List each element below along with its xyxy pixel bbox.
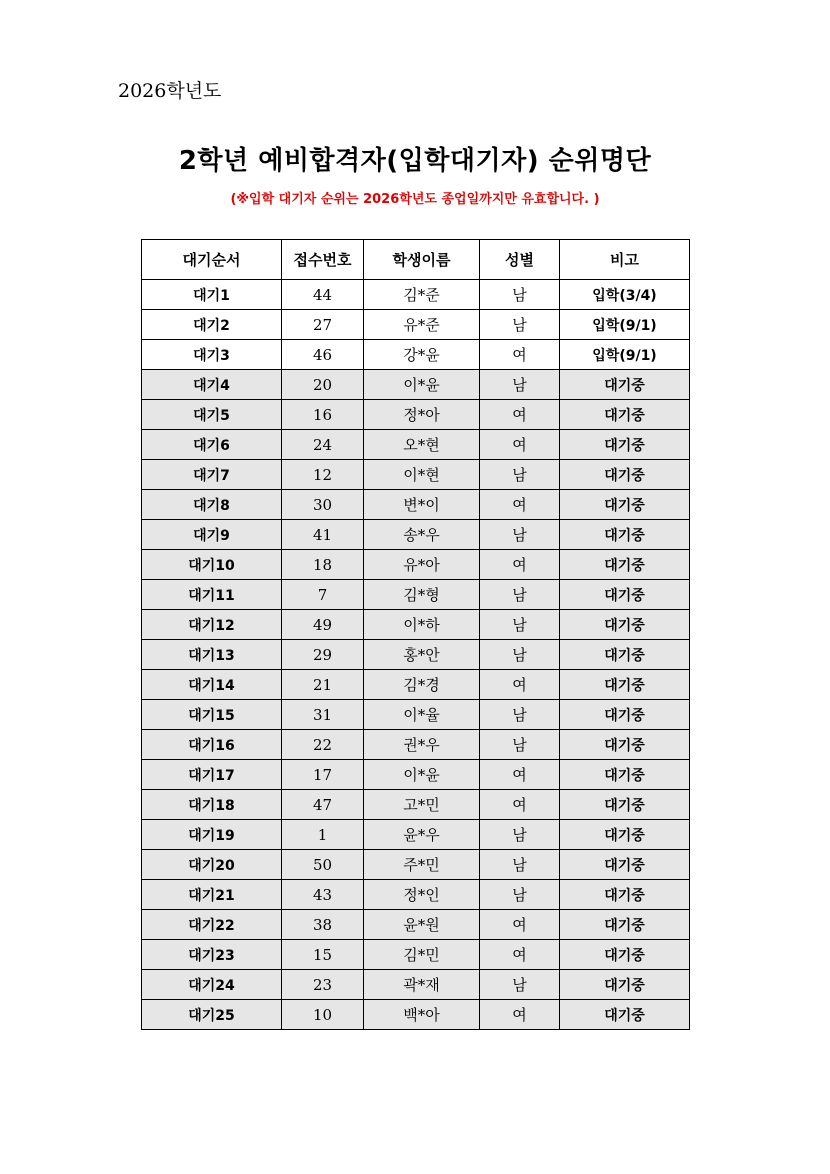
table-row bbox=[142, 370, 690, 400]
number-cell: 15 bbox=[282, 940, 364, 970]
rank-cell: 대기15 bbox=[142, 700, 282, 730]
rank-cell: 대기17 bbox=[142, 760, 282, 790]
rank-cell: 대기23 bbox=[142, 940, 282, 970]
number-cell: 23 bbox=[282, 970, 364, 1000]
student-name-cell: 정*인 bbox=[364, 880, 480, 910]
student-name-cell: 권*우 bbox=[364, 730, 480, 760]
rank-cell: 대기6 bbox=[142, 430, 282, 460]
remarks-cell: 입학(9/1) bbox=[560, 340, 690, 370]
student-name-cell: 김*경 bbox=[364, 670, 480, 700]
gender-cell: 여 bbox=[480, 550, 560, 580]
remarks-cell: 대기중 bbox=[560, 610, 690, 640]
student-name-cell: 유*준 bbox=[364, 310, 480, 340]
remarks-cell: 대기중 bbox=[560, 550, 690, 580]
student-name-cell: 윤*우 bbox=[364, 820, 480, 850]
number-cell: 20 bbox=[282, 370, 364, 400]
table-row bbox=[142, 850, 690, 880]
remarks-cell: 대기중 bbox=[560, 430, 690, 460]
remarks-cell: 대기중 bbox=[560, 460, 690, 490]
table-header-row bbox=[142, 240, 690, 280]
table-row bbox=[142, 580, 690, 610]
student-name-cell: 백*아 bbox=[364, 1000, 480, 1030]
gender-cell: 남 bbox=[480, 610, 560, 640]
gender-cell: 여 bbox=[480, 430, 560, 460]
table-row bbox=[142, 550, 690, 580]
gender-cell: 여 bbox=[480, 760, 560, 790]
student-name-cell: 오*현 bbox=[364, 430, 480, 460]
rank-cell: 대기8 bbox=[142, 490, 282, 520]
number-cell: 30 bbox=[282, 490, 364, 520]
remarks-cell: 대기중 bbox=[560, 820, 690, 850]
remarks-cell: 대기중 bbox=[560, 700, 690, 730]
student-name-cell: 김*민 bbox=[364, 940, 480, 970]
number-cell: 10 bbox=[282, 1000, 364, 1030]
remarks-cell: 대기중 bbox=[560, 640, 690, 670]
validity-note: (※입학 대기자 순위는 2026학년도 종업일까지만 유효합니다. ) bbox=[230, 192, 600, 207]
student-name-cell: 홍*안 bbox=[364, 640, 480, 670]
number-cell: 18 bbox=[282, 550, 364, 580]
rank-cell: 대기24 bbox=[142, 970, 282, 1000]
gender-cell: 남 bbox=[480, 310, 560, 340]
number-cell: 16 bbox=[282, 400, 364, 430]
student-name-cell: 이*윤 bbox=[364, 370, 480, 400]
remarks-cell: 대기중 bbox=[560, 790, 690, 820]
gender-cell: 남 bbox=[480, 640, 560, 670]
table-row bbox=[142, 880, 690, 910]
number-cell: 38 bbox=[282, 910, 364, 940]
number-cell: 49 bbox=[282, 610, 364, 640]
column-header-gender: 성별 bbox=[480, 240, 560, 280]
rank-cell: 대기2 bbox=[142, 310, 282, 340]
table-row bbox=[142, 490, 690, 520]
remarks-cell: 대기중 bbox=[560, 730, 690, 760]
number-cell: 44 bbox=[282, 280, 364, 310]
rank-cell: 대기18 bbox=[142, 790, 282, 820]
table-row bbox=[142, 1000, 690, 1030]
gender-cell: 여 bbox=[480, 790, 560, 820]
student-name-cell: 변*이 bbox=[364, 490, 480, 520]
student-name-cell: 곽*재 bbox=[364, 970, 480, 1000]
gender-cell: 남 bbox=[480, 700, 560, 730]
gender-cell: 여 bbox=[480, 910, 560, 940]
number-cell: 7 bbox=[282, 580, 364, 610]
table-row bbox=[142, 310, 690, 340]
student-name-cell: 김*형 bbox=[364, 580, 480, 610]
rank-cell: 대기16 bbox=[142, 730, 282, 760]
table-row bbox=[142, 970, 690, 1000]
number-cell: 24 bbox=[282, 430, 364, 460]
student-name-cell: 송*우 bbox=[364, 520, 480, 550]
gender-cell: 남 bbox=[480, 730, 560, 760]
remarks-cell: 대기중 bbox=[560, 580, 690, 610]
waitlist-table bbox=[141, 239, 690, 1030]
gender-cell: 남 bbox=[480, 280, 560, 310]
gender-cell: 남 bbox=[480, 970, 560, 1000]
number-cell: 43 bbox=[282, 880, 364, 910]
rank-cell: 대기21 bbox=[142, 880, 282, 910]
gender-cell: 여 bbox=[480, 340, 560, 370]
table-row bbox=[142, 340, 690, 370]
table-row bbox=[142, 910, 690, 940]
gender-cell: 여 bbox=[480, 400, 560, 430]
remarks-cell: 대기중 bbox=[560, 880, 690, 910]
rank-cell: 대기4 bbox=[142, 370, 282, 400]
gender-cell: 남 bbox=[480, 580, 560, 610]
rank-cell: 대기19 bbox=[142, 820, 282, 850]
table-row bbox=[142, 610, 690, 640]
remarks-cell: 대기중 bbox=[560, 520, 690, 550]
rank-cell: 대기20 bbox=[142, 850, 282, 880]
student-name-cell: 윤*원 bbox=[364, 910, 480, 940]
rank-cell: 대기7 bbox=[142, 460, 282, 490]
number-cell: 12 bbox=[282, 460, 364, 490]
gender-cell: 남 bbox=[480, 370, 560, 400]
number-cell: 17 bbox=[282, 760, 364, 790]
gender-cell: 여 bbox=[480, 1000, 560, 1030]
student-name-cell: 이*현 bbox=[364, 460, 480, 490]
table-row bbox=[142, 670, 690, 700]
column-header-number: 접수번호 bbox=[282, 240, 364, 280]
column-header-remarks: 비고 bbox=[560, 240, 690, 280]
table-row bbox=[142, 520, 690, 550]
table-row bbox=[142, 820, 690, 850]
rank-cell: 대기14 bbox=[142, 670, 282, 700]
rank-cell: 대기9 bbox=[142, 520, 282, 550]
rank-cell: 대기3 bbox=[142, 340, 282, 370]
student-name-cell: 이*하 bbox=[364, 610, 480, 640]
student-name-cell: 이*윤 bbox=[364, 760, 480, 790]
number-cell: 46 bbox=[282, 340, 364, 370]
remarks-cell: 대기중 bbox=[560, 670, 690, 700]
gender-cell: 여 bbox=[480, 490, 560, 520]
remarks-cell: 대기중 bbox=[560, 910, 690, 940]
remarks-cell: 대기중 bbox=[560, 760, 690, 790]
table-row bbox=[142, 400, 690, 430]
year-heading: 2026학년도 bbox=[118, 80, 222, 102]
student-name-cell: 김*준 bbox=[364, 280, 480, 310]
number-cell: 31 bbox=[282, 700, 364, 730]
student-name-cell: 고*민 bbox=[364, 790, 480, 820]
remarks-cell: 대기중 bbox=[560, 970, 690, 1000]
remarks-cell: 대기중 bbox=[560, 400, 690, 430]
student-name-cell: 강*윤 bbox=[364, 340, 480, 370]
number-cell: 1 bbox=[282, 820, 364, 850]
gender-cell: 남 bbox=[480, 880, 560, 910]
rank-cell: 대기5 bbox=[142, 400, 282, 430]
remarks-cell: 대기중 bbox=[560, 490, 690, 520]
table-row bbox=[142, 430, 690, 460]
number-cell: 50 bbox=[282, 850, 364, 880]
remarks-cell: 대기중 bbox=[560, 370, 690, 400]
column-header-rank: 대기순서 bbox=[142, 240, 282, 280]
student-name-cell: 유*아 bbox=[364, 550, 480, 580]
gender-cell: 남 bbox=[480, 850, 560, 880]
gender-cell: 여 bbox=[480, 940, 560, 970]
table-row bbox=[142, 790, 690, 820]
number-cell: 22 bbox=[282, 730, 364, 760]
table-row bbox=[142, 940, 690, 970]
number-cell: 41 bbox=[282, 520, 364, 550]
number-cell: 27 bbox=[282, 310, 364, 340]
rank-cell: 대기22 bbox=[142, 910, 282, 940]
table-row bbox=[142, 700, 690, 730]
gender-cell: 남 bbox=[480, 820, 560, 850]
gender-cell: 남 bbox=[480, 520, 560, 550]
rank-cell: 대기10 bbox=[142, 550, 282, 580]
number-cell: 29 bbox=[282, 640, 364, 670]
student-name-cell: 이*율 bbox=[364, 700, 480, 730]
student-name-cell: 주*민 bbox=[364, 850, 480, 880]
rank-cell: 대기1 bbox=[142, 280, 282, 310]
table-row bbox=[142, 280, 690, 310]
remarks-cell: 대기중 bbox=[560, 1000, 690, 1030]
student-name-cell: 정*아 bbox=[364, 400, 480, 430]
remarks-cell: 입학(3/4) bbox=[560, 280, 690, 310]
remarks-cell: 입학(9/1) bbox=[560, 310, 690, 340]
table-row bbox=[142, 460, 690, 490]
gender-cell: 여 bbox=[480, 670, 560, 700]
number-cell: 21 bbox=[282, 670, 364, 700]
number-cell: 47 bbox=[282, 790, 364, 820]
rank-cell: 대기11 bbox=[142, 580, 282, 610]
table-row bbox=[142, 640, 690, 670]
page-title: 2학년 예비합격자(입학대기자) 순위명단 bbox=[178, 146, 652, 176]
rank-cell: 대기12 bbox=[142, 610, 282, 640]
table-row bbox=[142, 760, 690, 790]
rank-cell: 대기25 bbox=[142, 1000, 282, 1030]
rank-cell: 대기13 bbox=[142, 640, 282, 670]
table-row bbox=[142, 730, 690, 760]
gender-cell: 남 bbox=[480, 460, 560, 490]
remarks-cell: 대기중 bbox=[560, 850, 690, 880]
column-header-name: 학생이름 bbox=[364, 240, 480, 280]
remarks-cell: 대기중 bbox=[560, 940, 690, 970]
